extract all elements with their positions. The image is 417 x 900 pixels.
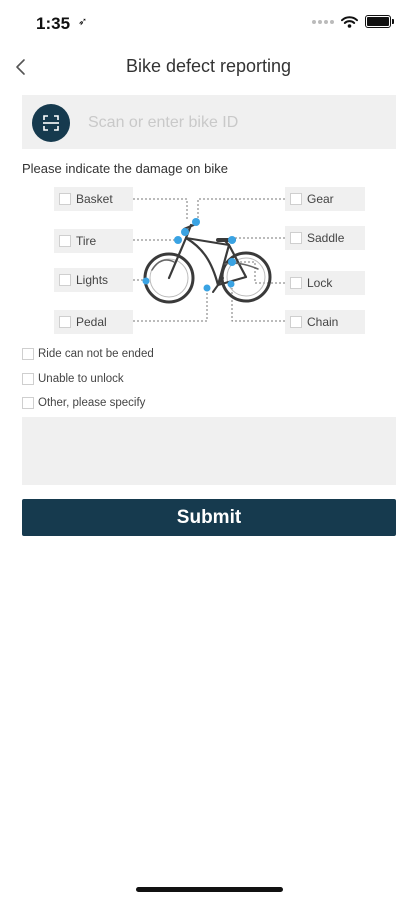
checkbox[interactable] [59,193,71,205]
bicycle-image [145,224,270,302]
part-chain[interactable] [285,310,365,334]
part-pedal[interactable] [54,310,133,334]
nav-bar [0,48,417,84]
option-other[interactable] [22,397,145,409]
bike-id-field [22,95,396,149]
option-label: Other, please specify [38,397,146,409]
other-details-textarea[interactable] [22,417,396,485]
bike-id-input[interactable] [86,108,380,138]
part-label: Pedal [76,315,107,329]
option-label: Ride can not be ended [38,348,154,360]
option-unable-to-unlock[interactable] [22,373,124,385]
submit-button[interactable]: Submit [22,499,396,536]
part-lights[interactable] [54,268,133,292]
page-title: Bike defect reporting [125,56,292,76]
checkbox[interactable] [290,193,302,205]
home-indicator [136,887,283,892]
part-label: Basket [76,192,113,206]
part-saddle[interactable] [285,226,365,250]
part-label: Tire [76,234,97,248]
option-ride-not-ended[interactable] [22,348,154,360]
checkbox[interactable] [290,277,302,289]
scan-icon [32,104,70,142]
checkbox[interactable] [22,373,34,385]
part-label: Saddle [307,231,345,245]
status-bar [0,0,417,44]
part-basket[interactable] [54,187,133,211]
checkbox[interactable] [290,232,302,244]
cellular-signal-icon [312,20,334,24]
scan-button[interactable] [32,104,70,142]
wifi-icon [341,16,358,28]
option-label: Unable to unlock [38,373,124,385]
checkbox[interactable] [22,397,34,409]
location-arrow-icon: ➶ [78,16,88,28]
damage-instruction: Please indicate the damage on bike [22,161,228,176]
part-lock[interactable] [285,271,365,295]
checkbox[interactable] [59,316,71,328]
part-gear[interactable] [285,187,365,211]
status-time: 1:35 [36,14,71,33]
checkbox[interactable] [22,348,34,360]
status-right [312,15,391,28]
part-label: Lights [76,273,109,287]
part-label: Lock [307,276,333,290]
checkbox[interactable] [290,316,302,328]
checkbox[interactable] [59,274,71,286]
part-label: Chain [307,315,339,329]
checkbox[interactable] [59,235,71,247]
part-label: Gear [307,192,334,206]
battery-icon [365,15,391,28]
part-tire[interactable] [54,229,133,253]
